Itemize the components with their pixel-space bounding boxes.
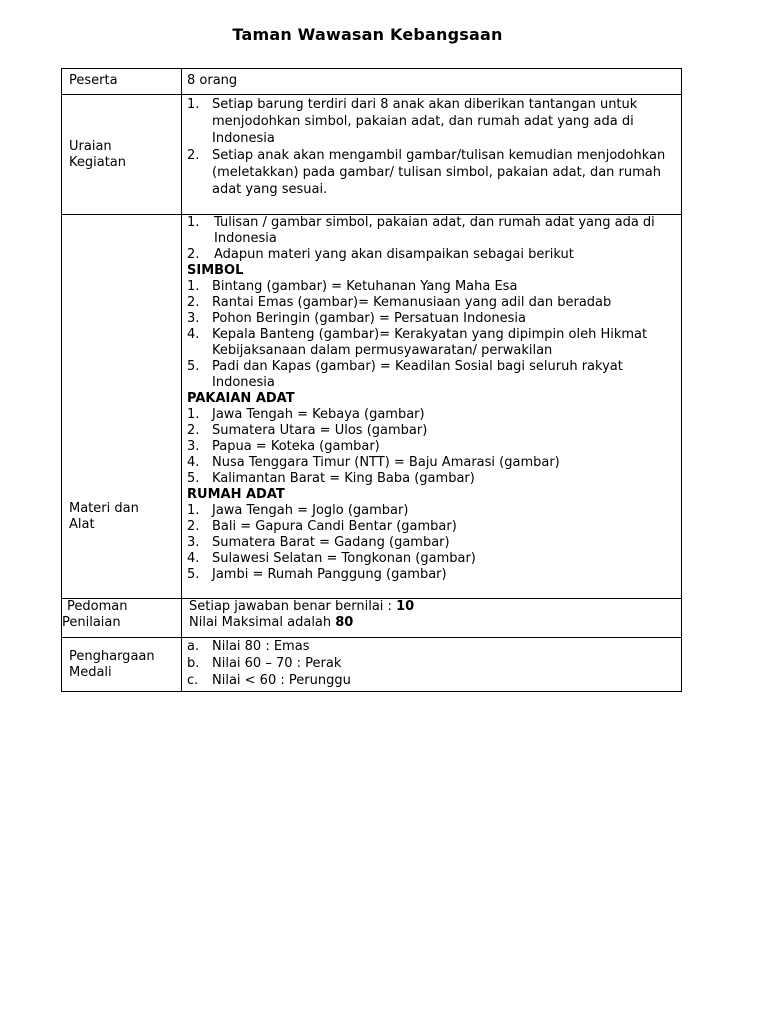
- list-item: 4. Kepala Banteng (gambar)= Kerakyatan yang dipimpin oleh Hikmat Kebijaksanaan dalam permusyawaratan/ perwakilan: [187, 327, 648, 358]
- uraian-list: [187, 96, 677, 198]
- label-cell-materi: [62, 215, 182, 599]
- list-item: 2. Bali = Gapura Candi Bentar (gambar): [187, 519, 457, 534]
- list-item: 4. Nusa Tenggara Timur (NTT) = Baju Amarasi (gambar): [187, 455, 560, 470]
- penghargaan-list: [187, 638, 677, 689]
- page-title: Taman Wawasan Kebangsaan: [232, 25, 503, 44]
- label-penghargaan-line1: Penghargaan: [69, 648, 155, 664]
- simbol-heading: SIMBOL: [187, 263, 244, 278]
- label-cell-penghargaan: [62, 638, 182, 692]
- list-item: 1. Bintang (gambar) = Ketuhanan Yang Maha Esa: [187, 279, 518, 294]
- list-item: 5. Kalimantan Barat = King Baba (gambar): [187, 471, 475, 486]
- content-cell-penghargaan: [182, 638, 682, 692]
- label-uraian-line2: Kegiatan: [69, 154, 127, 170]
- list-item: 2. Adapun materi yang akan disampaikan sebagai berikut: [187, 247, 574, 262]
- list-item: 1. Setiap barung terdiri dari 8 anak akan diberikan tantangan untuk menjodohkan simbol, pakaian adat, dan rumah adat yang ada di Indonesia: [187, 97, 638, 146]
- row-pedoman: [62, 599, 682, 638]
- rumah-heading: RUMAH ADAT: [187, 487, 285, 502]
- content-cell-materi: [182, 215, 682, 599]
- list-item: c. Nilai < 60 : Perunggu: [187, 673, 351, 688]
- pakaian-heading: PAKAIAN ADAT: [187, 391, 295, 406]
- list-item: 3. Papua = Koteka (gambar): [187, 439, 380, 454]
- list-item: 4. Sulawesi Selatan = Tongkonan (gambar): [187, 551, 476, 566]
- list-item: 5. Jambi = Rumah Panggung (gambar): [187, 567, 447, 582]
- pedoman-max-value: 80: [335, 615, 354, 630]
- list-item: b. Nilai 60 – 70 : Perak: [187, 656, 342, 671]
- label-pedoman-line2: Penilaian: [62, 615, 121, 630]
- label-pedoman-line1: Pedoman: [67, 599, 128, 614]
- rumah-list: [187, 503, 677, 583]
- label-peserta: Peserta: [69, 73, 118, 88]
- content-cell-peserta: [182, 69, 682, 95]
- peserta-value: 8 orang: [187, 73, 238, 88]
- simbol-list: [187, 279, 677, 391]
- label-materi-line2: Alat: [69, 516, 95, 532]
- label-cell-pedoman: [62, 599, 182, 638]
- label-materi-line1: Materi dan: [69, 500, 139, 516]
- list-item: 2. Sumatera Utara = Ulos (gambar): [187, 423, 428, 438]
- label-uraian-line1: Uraian: [69, 138, 112, 154]
- list-item: 2. Setiap anak akan mengambil gambar/tulisan kemudian menjodohkan (meletakkan) pada gambar/ tulisan simbol, pakaian adat, dan rumah adat yang sesuai.: [187, 148, 666, 197]
- pakaian-list: [187, 407, 677, 487]
- label-penghargaan-line2: Medali: [69, 664, 112, 680]
- row-uraian: [62, 95, 682, 215]
- content-cell-pedoman: [182, 599, 682, 638]
- row-peserta: [62, 69, 682, 95]
- list-item: 1. Jawa Tengah = Kebaya (gambar): [187, 407, 425, 422]
- pedoman-line1: Setiap jawaban benar bernilai : 10: [189, 599, 415, 614]
- list-item: 5. Padi dan Kapas (gambar) = Keadilan Sosial bagi seluruh rakyat Indonesia: [187, 359, 623, 390]
- list-item: 3. Pohon Beringin (gambar) = Persatuan Indonesia: [187, 311, 526, 326]
- materi-intro-list: [187, 215, 677, 263]
- activity-table: [61, 68, 682, 692]
- list-item: 1. Tulisan / gambar simbol, pakaian adat, dan rumah adat yang ada di Indonesia: [187, 215, 655, 246]
- list-item: a. Nilai 80 : Emas: [187, 639, 310, 654]
- content-cell-uraian: [182, 95, 682, 215]
- list-item: 1. Jawa Tengah = Joglo (gambar): [187, 503, 409, 518]
- label-cell-peserta: [62, 69, 182, 95]
- list-item: 2. Rantai Emas (gambar)= Kemanusiaan yang adil dan beradab: [187, 295, 612, 310]
- row-penghargaan: [62, 638, 682, 692]
- list-item: 3. Sumatera Barat = Gadang (gambar): [187, 535, 450, 550]
- pedoman-score-value: 10: [396, 599, 415, 614]
- row-materi: [62, 215, 682, 599]
- pedoman-line2: Nilai Maksimal adalah 80: [189, 615, 354, 630]
- label-cell-uraian: [62, 95, 182, 215]
